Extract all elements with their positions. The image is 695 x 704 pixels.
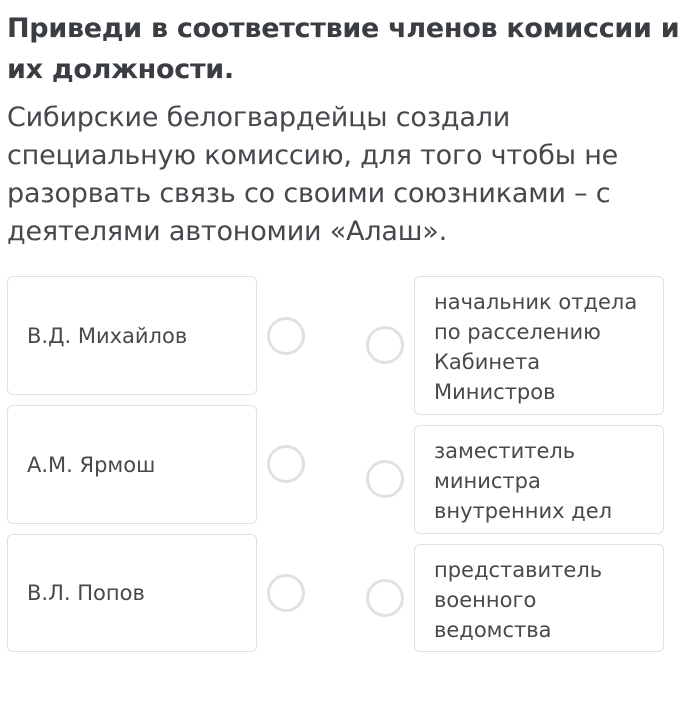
right-connector-radio[interactable] [366,326,404,364]
right-item-label: представитель военного ведомства [434,558,603,642]
left-connector-radio[interactable] [267,317,305,355]
left-item-label: В.Л. Попов [27,581,145,605]
left-connector-radio[interactable] [267,574,305,612]
right-item-card[interactable] [414,425,664,534]
question-title: Приведи в соответствие членов комиссии и их должности. [7,13,680,85]
left-item-card[interactable] [7,405,257,524]
right-connector-radio[interactable] [366,579,404,617]
right-connector-radio[interactable] [366,460,404,498]
left-item-card[interactable] [7,276,257,395]
left-item-card[interactable] [7,534,257,652]
left-connector-radio[interactable] [267,445,305,483]
question-description: Сибирские белогвардейцы создали специальную комиссию, для того чтобы не разорвать связь со своими союзниками – с деятелями автономии «Алаш». [7,102,619,247]
right-item-card[interactable] [414,276,664,415]
right-item-label: начальник отдела по расселению Кабинета Министров [434,290,638,404]
right-item-label: заместитель министра внутренних дел [434,439,613,523]
left-item-label: В.Д. Михайлов [27,323,188,348]
left-item-label: А.М. Ярмош [27,452,156,477]
right-item-card[interactable] [414,544,664,652]
